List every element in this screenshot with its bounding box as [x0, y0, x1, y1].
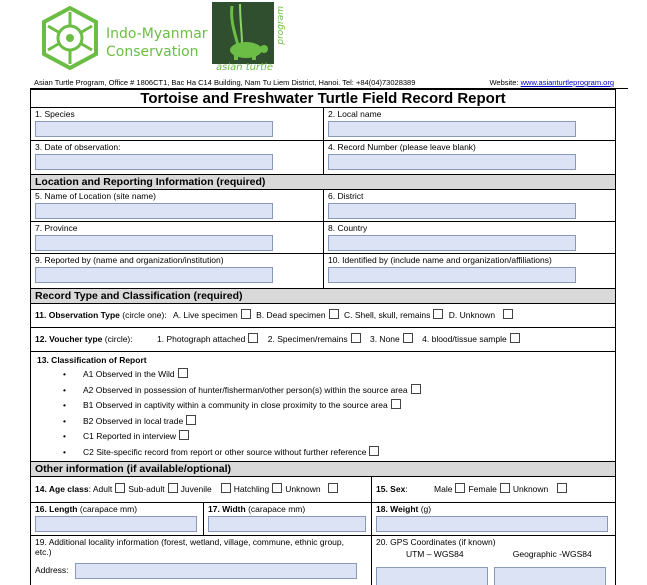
date-cell	[31, 141, 323, 174]
length-input[interactable]	[35, 516, 197, 532]
gps-geographic-label: Geographic -WGS84	[512, 549, 592, 559]
classification-c1-checkbox[interactable]	[179, 430, 189, 440]
classification-a2-text: A2 Observed in possession of hunter/fisherman/other person(s) within the source area	[83, 384, 408, 395]
sex-label: 15. Sex	[376, 484, 406, 494]
voucher-type-cell	[31, 331, 527, 348]
classification-b1-checkbox[interactable]	[391, 399, 401, 409]
gps-subheaders	[376, 549, 611, 559]
sex-male-checkbox[interactable]	[455, 483, 465, 493]
section-location: Location and Reporting Information (required)	[31, 175, 615, 190]
obs-option-unknown: D. Unknown	[448, 310, 496, 320]
website-block	[489, 78, 614, 87]
record-number-label: 4. Record Number (please leave blank)	[328, 142, 476, 152]
reported-by-cell	[31, 254, 323, 288]
classification-item	[37, 414, 424, 430]
voucher-type-label: 12. Voucher type	[35, 334, 103, 344]
length-cell	[31, 503, 203, 535]
local-name-cell	[323, 108, 615, 140]
voucher-option-none: 3. None	[369, 334, 400, 344]
atp-logo-text: asian turtle	[216, 62, 273, 73]
local-name-label: 2. Local name	[328, 109, 382, 119]
location-name-cell	[31, 190, 323, 221]
website-link[interactable]: www.asianturtleprogram.org	[520, 78, 614, 87]
locality-cell	[31, 536, 371, 585]
classification-a1-checkbox[interactable]	[178, 368, 188, 378]
species-input[interactable]	[35, 121, 273, 137]
date-label: 3. Date of observation:	[35, 142, 121, 152]
classification-item	[37, 445, 424, 461]
country-cell	[323, 222, 615, 253]
identified-by-label: 10. Identified by (include name and organization/affiliations)	[328, 255, 552, 265]
classification-b1-text: B1 Observed in captivity within a community in close proximity to the source area	[83, 400, 388, 410]
weight-unit: (g)	[418, 504, 432, 514]
district-label: 6. District	[328, 191, 364, 201]
length-unit: (carapace mm)	[77, 504, 138, 514]
country-input[interactable]	[328, 235, 576, 251]
weight-input[interactable]	[376, 516, 608, 532]
gps-label: 20. GPS Coordinates (if known)	[376, 537, 496, 547]
classification-c1-text: C1 Reported in interview	[83, 431, 177, 441]
row-species	[31, 108, 615, 141]
province-label: 7. Province	[35, 223, 78, 233]
location-name-input[interactable]	[35, 203, 273, 219]
identified-by-input[interactable]	[328, 267, 576, 283]
classification-item	[37, 398, 424, 414]
locality-label: 19. Additional locality information (forest, wetland, village, commune, ethnic group, etc.)	[35, 537, 344, 557]
voucher-type-hint: (circle):	[102, 334, 133, 344]
age-hatchling-checkbox[interactable]	[272, 483, 282, 493]
address-label: Address:	[35, 565, 69, 575]
age-juvenile: Juvenile	[180, 484, 212, 494]
form-title: Tortoise and Freshwater Turtle Field Record Report	[31, 90, 615, 108]
classification-c2-text: C2 Site-specific record from report or other source without further reference	[83, 446, 367, 457]
row-measurements	[31, 503, 615, 536]
hexagon-logo-icon	[40, 6, 100, 70]
classification-label: 13. Classification of Report	[37, 355, 147, 365]
width-cell	[203, 503, 371, 535]
record-number-input[interactable]	[328, 154, 576, 170]
indo-myanmar-conservation-logo	[40, 6, 240, 76]
row-voucher-type	[31, 328, 615, 352]
gps-utm-input[interactable]	[376, 567, 488, 585]
age-adult: Adult	[92, 484, 113, 494]
row-date	[31, 141, 615, 175]
voucher-option-blood: 4. blood/tissue sample	[422, 334, 507, 344]
voucher-blood-checkbox[interactable]	[510, 333, 520, 343]
age-class-label: 14. Age class	[35, 484, 89, 494]
age-subadult-checkbox[interactable]	[168, 483, 178, 493]
obs-option-live: A. Live specimen	[173, 310, 238, 320]
address-input[interactable]	[75, 563, 357, 579]
voucher-none-checkbox[interactable]	[403, 333, 413, 343]
row-locality	[31, 536, 615, 585]
age-unknown: Unknown	[285, 484, 321, 494]
age-juvenile-checkbox[interactable]	[221, 483, 231, 493]
section-other: Other information (if available/optional)	[31, 462, 615, 477]
width-input[interactable]	[208, 516, 366, 532]
age-adult-checkbox[interactable]	[115, 483, 125, 493]
field-record-form	[30, 89, 616, 585]
address-text: Asian Turtle Program, Office # 1806CT1, Bac Ha C14 Building, Nam Tu Liem District, Hanoi. Tel: +84(04)73028389	[34, 78, 416, 87]
sex-female-checkbox[interactable]	[500, 483, 510, 493]
classification-a1-text: A1 Observed in the Wild	[83, 369, 175, 379]
reported-by-label: 9. Reported by (name and organization/institution)	[35, 255, 224, 265]
turtle-logo-icon	[212, 2, 274, 64]
gps-geographic-input[interactable]	[494, 567, 606, 585]
asian-turtle-program-logo	[212, 2, 296, 76]
row-reported	[31, 254, 615, 289]
org-name-line2: Conservation	[106, 44, 199, 60]
row-classification	[31, 352, 615, 462]
classification-a2-checkbox[interactable]	[411, 384, 421, 394]
location-name-label: 5. Name of Location (site name)	[35, 191, 156, 201]
gps-utm-label: UTM – WGS84	[405, 549, 464, 559]
obs-unknown-checkbox[interactable]	[503, 309, 513, 319]
voucher-photo-checkbox[interactable]	[248, 333, 258, 343]
obs-live-checkbox[interactable]	[241, 309, 251, 319]
observation-type-cell	[31, 307, 520, 324]
country-label: 8. Country	[328, 223, 368, 233]
obs-shell-checkbox[interactable]	[433, 309, 443, 319]
sex-female: Female	[468, 484, 497, 494]
atp-logo-text-vertical: program	[276, 6, 286, 45]
address-line	[34, 78, 614, 87]
weight-label: 18. Weight	[376, 504, 419, 514]
section-record-type: Record Type and Classification (required)	[31, 289, 615, 304]
classification-b2-checkbox[interactable]	[186, 415, 196, 425]
observation-type-label: 11. Observation Type	[35, 310, 120, 320]
record-number-cell	[323, 141, 615, 174]
width-label: 17. Width	[208, 504, 246, 514]
sex-male: Male	[434, 484, 453, 494]
province-cell	[31, 222, 323, 253]
district-cell	[323, 190, 615, 221]
reported-by-input[interactable]	[35, 267, 273, 283]
age-unknown-checkbox[interactable]	[328, 483, 338, 493]
obs-option-shell: C. Shell, skull, remains	[343, 310, 431, 320]
classification-item	[37, 367, 424, 383]
obs-dead-checkbox[interactable]	[329, 309, 339, 319]
org-name-line1: Indo-Myanmar	[106, 26, 208, 42]
district-input[interactable]	[328, 203, 576, 219]
obs-option-dead: B. Dead specimen	[256, 310, 326, 320]
row-province	[31, 222, 615, 254]
classification-c2-checkbox[interactable]	[369, 446, 379, 456]
sex-cell: 15. Sex: Male Female Unknown	[371, 477, 615, 502]
row-observation-type	[31, 304, 615, 328]
weight-cell	[371, 503, 615, 535]
observation-type-hint: (circle one):	[119, 310, 167, 320]
age-class-cell: 14. Age class: Adult Sub-adult Juvenile Hatchling Unknown	[31, 477, 371, 502]
species-label: 1. Species	[35, 109, 75, 119]
sex-unknown: Unknown	[512, 484, 549, 494]
classification-b2-text: B2 Observed in local trade	[83, 415, 184, 426]
voucher-specimen-checkbox[interactable]	[351, 333, 361, 343]
age-hatchling: Hatchling	[233, 484, 270, 494]
website-label: Website:	[489, 78, 519, 87]
voucher-option-photo: 1. Photograph attached	[157, 334, 246, 344]
province-input[interactable]	[35, 235, 273, 251]
sex-unknown-checkbox[interactable]	[557, 483, 567, 493]
width-unit: (carapace mm)	[245, 504, 306, 514]
classification-item	[37, 383, 424, 399]
classification-item	[37, 429, 424, 445]
row-age-sex	[31, 477, 615, 503]
age-subadult: Sub-adult	[128, 484, 165, 494]
voucher-option-specimen: 2. Specimen/remains	[267, 334, 348, 344]
gps-cell	[371, 536, 615, 585]
identified-by-cell	[323, 254, 615, 288]
local-name-input[interactable]	[328, 121, 576, 137]
length-label: 16. Length	[35, 504, 78, 514]
classification-cell	[31, 352, 430, 461]
row-location	[31, 190, 615, 222]
species-cell	[31, 108, 323, 140]
date-input[interactable]	[35, 154, 273, 170]
